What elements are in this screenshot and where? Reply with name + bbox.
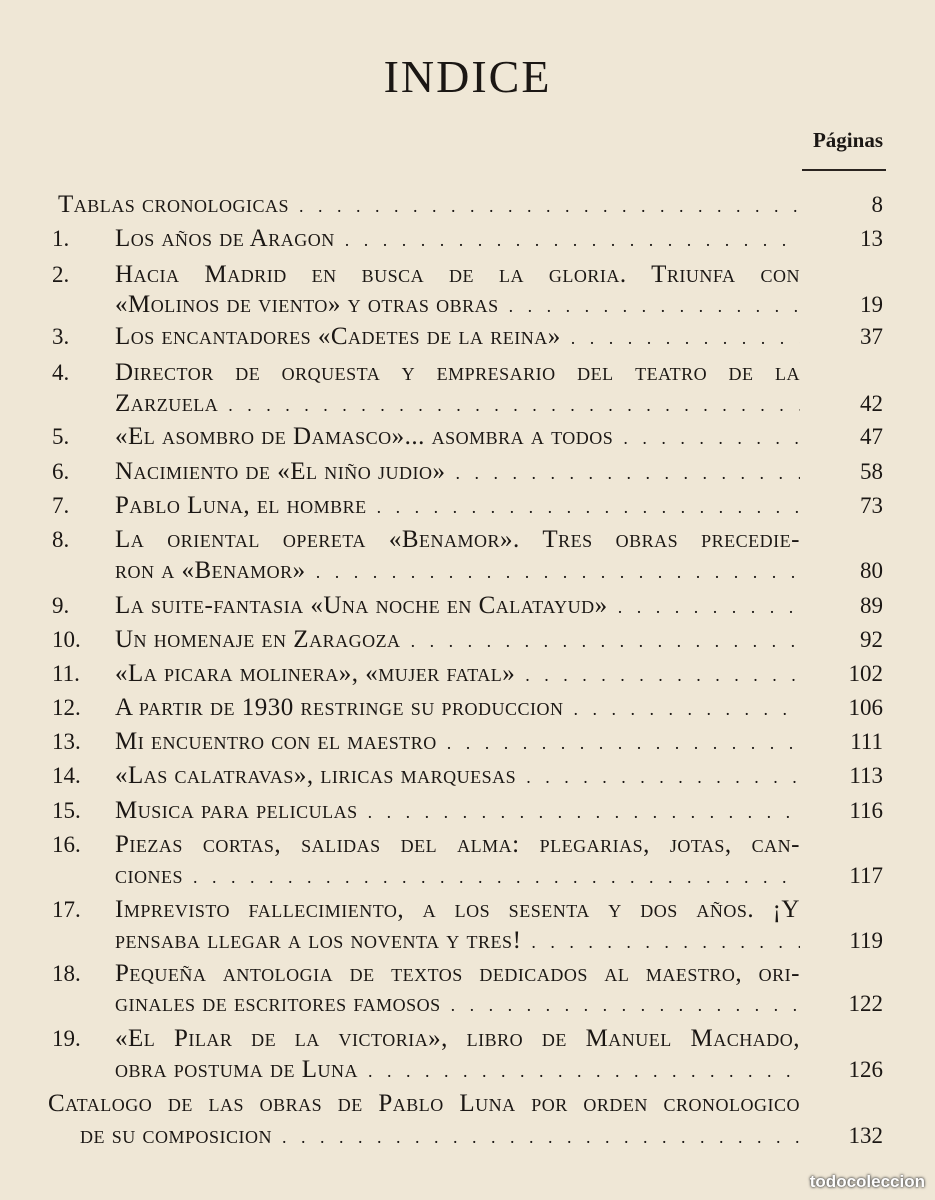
- entry-text: «Molinos de viento» y otras obras: [115, 291, 499, 318]
- dot-leader: [573, 693, 800, 725]
- dot-leader: [618, 591, 800, 623]
- chapter-number: 14.: [52, 763, 81, 788]
- chapter-number: 1.: [52, 226, 70, 251]
- page-number: 42: [860, 391, 883, 416]
- page-number: 132: [848, 1123, 883, 1148]
- entry-line: [115, 988, 800, 1020]
- entry-line: Pequeña antologia de textos dedicados al maestro, ori-: [115, 960, 800, 987]
- page-title: INDICE: [383, 51, 552, 102]
- entry-text: Zarzuela: [115, 390, 219, 417]
- entry-text: ciones: [115, 862, 184, 889]
- entry-text: Pablo Luna, el hombre: [115, 492, 367, 519]
- entry-line: [115, 760, 800, 792]
- heading-rule: [802, 169, 886, 171]
- page-number: 8: [871, 192, 883, 217]
- entry-line: [115, 860, 800, 892]
- chapter-number: 12.: [52, 695, 81, 720]
- dot-leader: [623, 422, 800, 454]
- entry-text: Los años de Aragon: [115, 225, 335, 252]
- chapter-number: 19.: [52, 1026, 81, 1051]
- dot-leader: [455, 457, 800, 489]
- dot-leader: [531, 926, 800, 958]
- chapter-number: 6.: [52, 459, 70, 484]
- page-number: 111: [850, 729, 883, 754]
- page-number: 37: [860, 324, 883, 349]
- chapter-number: 4.: [52, 360, 70, 385]
- entry-text: ron a «Benamor»: [115, 557, 306, 584]
- page-number: 102: [848, 661, 883, 686]
- page-number: 80: [860, 558, 883, 583]
- dot-leader: [299, 190, 800, 222]
- dot-leader: [282, 1121, 800, 1153]
- chapter-number: 3.: [52, 324, 70, 349]
- entry-line: [115, 421, 800, 453]
- entry-text: Nacimiento de «El niño judio»: [115, 458, 446, 485]
- chapter-number: 17.: [52, 897, 81, 922]
- chapter-number: 7.: [52, 493, 70, 518]
- entry-text: «El asombro de Damasco»... asombra a todos: [115, 423, 614, 450]
- entry-text: La suite-fantasia «Una noche en Calatayud»: [115, 592, 608, 619]
- page-number: 13: [860, 226, 883, 251]
- entry-line: Piezas cortas, salidas del alma: plegarias, jotas, can-: [115, 831, 800, 858]
- entry-line: «El Pilar de la victoria», libro de Manuel Machado,: [115, 1025, 800, 1052]
- watermark: todocoleccion: [809, 1172, 925, 1191]
- dot-leader: [377, 491, 800, 523]
- entry-line: La oriental opereta «Benamor». Tres obras precedie-: [115, 526, 800, 553]
- page-number: 126: [848, 1057, 883, 1082]
- entry-text: obra postuma de Luna: [115, 1056, 359, 1083]
- entry-line: Imprevisto fallecimiento, a los sesenta y dos años. ¡Y: [115, 896, 800, 923]
- page-number: 106: [848, 695, 883, 720]
- dot-leader: [447, 727, 800, 759]
- dot-leader: [345, 224, 800, 256]
- entry-text: Un homenaje en Zaragoza: [115, 626, 401, 653]
- dot-leader: [411, 625, 800, 657]
- entry-line: [115, 456, 800, 488]
- entry-text: pensaba llegar a los noventa y tres!: [115, 927, 522, 954]
- entry-text: «Las calatravas», liricas marquesas: [115, 762, 517, 789]
- dot-leader: [368, 796, 800, 828]
- page-number: 73: [860, 493, 883, 518]
- page-number: 116: [849, 798, 883, 823]
- chapter-number: 16.: [52, 832, 81, 857]
- entry-line: [80, 1120, 800, 1152]
- chapter-number: 13.: [52, 729, 81, 754]
- page-number: 113: [849, 763, 883, 788]
- page-number: 58: [860, 459, 883, 484]
- entry-line: Catalogo de las obras de Pablo Luna por orden cronologico: [48, 1090, 800, 1117]
- dot-leader: [316, 556, 800, 588]
- page-number: 47: [860, 424, 883, 449]
- entry-line: [115, 925, 800, 957]
- page-number: 117: [849, 863, 883, 888]
- dot-leader: [451, 989, 800, 1021]
- dot-leader: [571, 322, 800, 354]
- dot-leader: [526, 761, 800, 793]
- entry-line: [115, 624, 800, 656]
- entry-text: Los encantadores «Cadetes de la reina»: [115, 323, 561, 350]
- chapter-number: 10.: [52, 627, 81, 652]
- entry-line: Director de orquesta y empresario del teatro de la: [115, 359, 800, 386]
- dot-leader: [525, 659, 800, 691]
- entry-line: [115, 388, 800, 420]
- entry-line: [115, 658, 800, 690]
- chapter-number: 11.: [52, 661, 80, 686]
- entry-text: Mi encuentro con el maestro: [115, 728, 437, 755]
- page-number: 122: [848, 991, 883, 1016]
- entry-line: [115, 490, 800, 522]
- entry-line: [115, 555, 800, 587]
- chapter-number: 18.: [52, 961, 81, 986]
- entry-text: ginales de escritores famosos: [115, 990, 441, 1017]
- entry-line: [115, 590, 800, 622]
- entry-line: [115, 1054, 800, 1086]
- entry-line: [115, 726, 800, 758]
- entry-line: Hacia Madrid en busca de la gloria. Triunfa con: [115, 261, 800, 288]
- chapter-number: 5.: [52, 424, 70, 449]
- entry-line: [115, 692, 800, 724]
- entry-text: A partir de 1930 restringe su produccion: [115, 694, 564, 721]
- dot-leader: [228, 389, 800, 421]
- page-number: 92: [860, 627, 883, 652]
- page-number: 89: [860, 593, 883, 618]
- entry-line: [115, 289, 800, 321]
- entry-line: [115, 795, 800, 827]
- page-number: 119: [849, 928, 883, 953]
- page-number: 19: [860, 292, 883, 317]
- entry-line: [58, 189, 800, 221]
- pages-column-heading: Páginas: [812, 128, 883, 152]
- dot-leader: [193, 861, 800, 893]
- chapter-number: 15.: [52, 798, 81, 823]
- entry-text: de su composicion: [80, 1122, 273, 1149]
- entry-line: [115, 223, 800, 255]
- entry-text: Tablas cronologicas: [58, 191, 290, 218]
- dot-leader: [368, 1055, 800, 1087]
- entry-text: «La picara molinera», «mujer fatal»: [115, 660, 516, 687]
- entry-line: [115, 321, 800, 353]
- chapter-number: 8.: [52, 527, 70, 552]
- dot-leader: [509, 290, 800, 322]
- entry-text: Musica para peliculas: [115, 797, 358, 824]
- chapter-number: 9.: [52, 593, 70, 618]
- chapter-number: 2.: [52, 262, 70, 287]
